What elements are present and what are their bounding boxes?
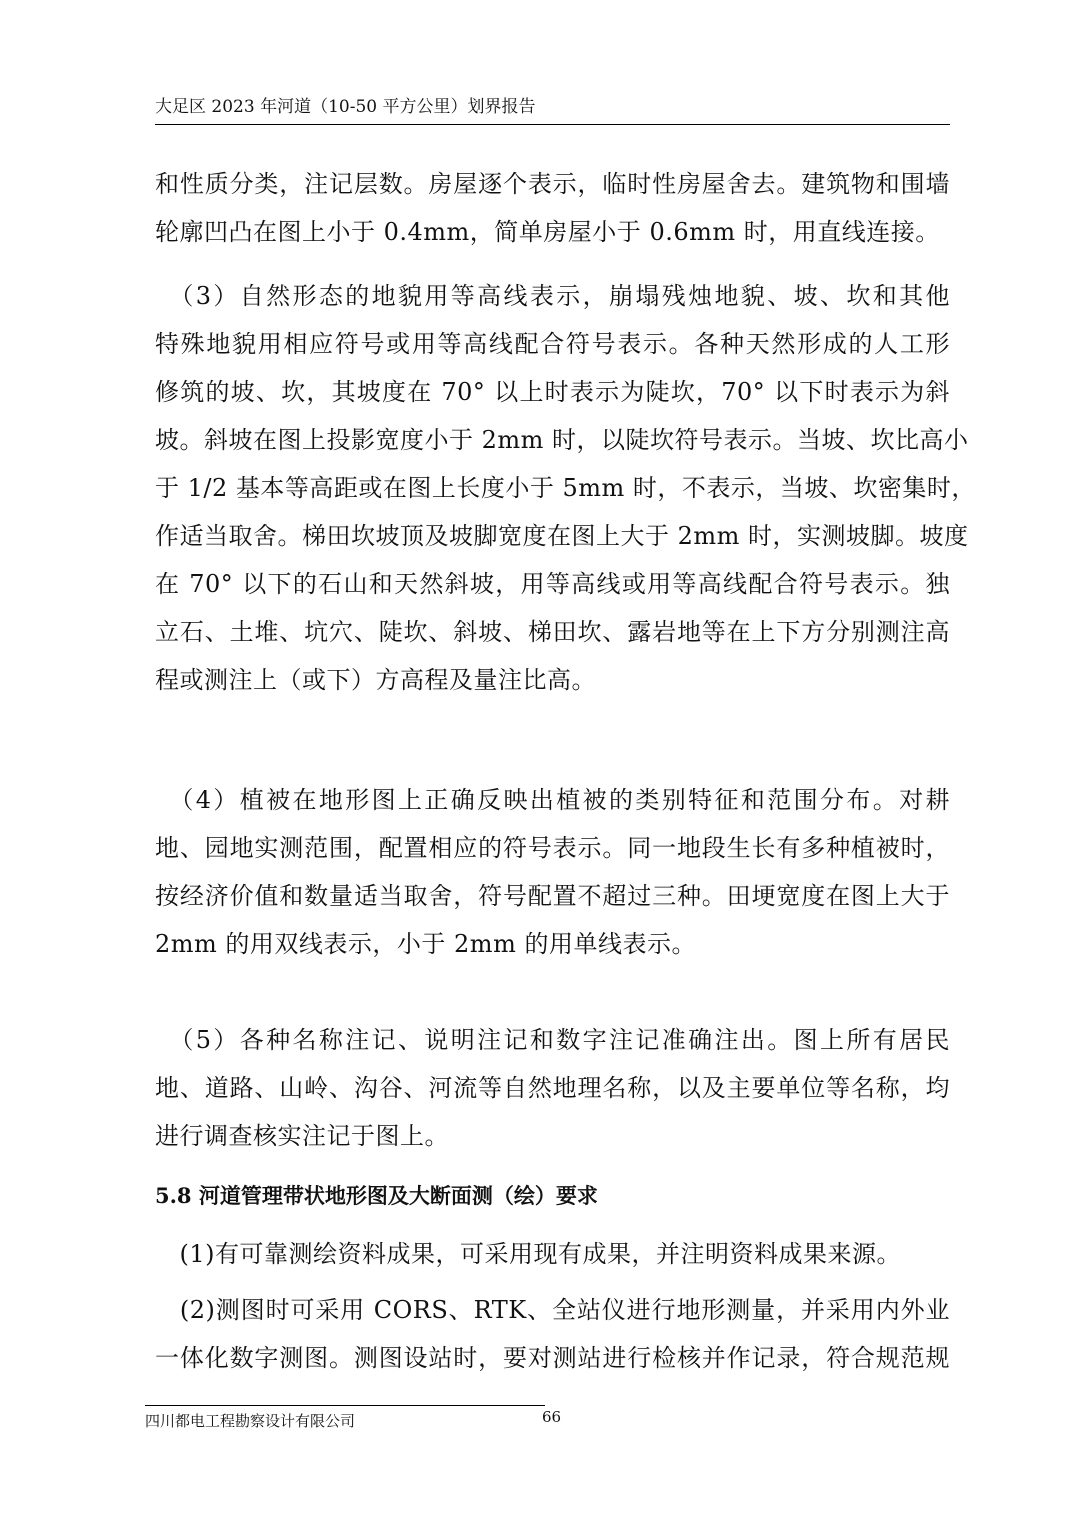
text-line: 进行调查核实注记于图上。 <box>155 1122 449 1150</box>
text-line: (1)有可靠测绘资料成果，可采用现有成果，并注明资料成果来源。 <box>155 1240 901 1268</box>
text-line: 程或测注上（或下）方高程及量注比高。 <box>155 666 596 694</box>
text-line: 2mm 的用双线表示，小于 2mm 的用单线表示。 <box>155 930 696 958</box>
section-heading: 5.8 河道管理带状地形图及大断面测（绘）要求 <box>155 1183 598 1208</box>
text-line: 特殊地貌用相应符号或用等高线配合符号表示。各种天然形成的人工形 <box>155 330 950 358</box>
text-line: (2)测图时可采用 CORS、RTK、全站仪进行地形测量，并采用内外业 <box>155 1296 950 1324</box>
paragraph-landforms <box>155 272 976 704</box>
text-line: 修筑的坡、坎，其坡度在 70° 以上时表示为陡坎，70° 以下时表示为斜 <box>155 378 950 406</box>
text-line: 地、道路、山岭、沟谷、河流等自然地理名称，以及主要单位等名称，均 <box>155 1074 950 1102</box>
page-number: 66 <box>542 1408 562 1426</box>
running-header: 大足区 2023 年河道（10-50 平方公里）划界报告 <box>155 97 536 117</box>
text-line: 按经济价值和数量适当取舍，符号配置不超过三种。田埂宽度在图上大于 <box>155 882 950 910</box>
text-line: 在 70° 以下的石山和天然斜坡，用等高线或用等高线配合符号表示。独 <box>155 570 950 598</box>
text-line: 一体化数字测图。测图设站时，要对测站进行检核并作记录，符合规范规 <box>155 1344 950 1372</box>
text-line: 作适当取舍。梯田坎坡顶及坡脚宽度在图上大于 2mm 时，实测坡脚。坡度 <box>155 522 969 550</box>
text-line: （3）自然形态的地貌用等高线表示，崩塌残烛地貌、坡、坎和其他 <box>155 282 950 310</box>
footer-divider <box>145 1405 545 1406</box>
paragraph-annotations <box>155 1016 950 1160</box>
paragraph-building-outline <box>155 160 950 256</box>
paragraph-existing-results <box>155 1230 950 1278</box>
paragraph-vegetation <box>155 776 950 968</box>
text-line: 坡。斜坡在图上投影宽度小于 2mm 时，以陡坎符号表示。当坡、坎比高小 <box>155 426 969 454</box>
text-line: 立石、土堆、坑穴、陡坎、斜坡、梯田坎、露岩地等在上下方分别测注高 <box>155 618 950 646</box>
paragraph-survey-methods <box>155 1286 950 1382</box>
text-line: 地、园地实测范围，配置相应的符号表示。同一地段生长有多种植被时， <box>155 834 950 862</box>
text-line: 于 1/2 基本等高距或在图上长度小于 5mm 时，不表示，当坡、坎密集时， <box>155 474 976 502</box>
text-line: 和性质分类，注记层数。房屋逐个表示，临时性房屋舍去。建筑物和围墙 <box>155 170 950 198</box>
header-divider <box>155 124 950 125</box>
text-line: （4）植被在地形图上正确反映出植被的类别特征和范围分布。对耕 <box>155 786 950 814</box>
text-line: 轮廓凹凸在图上小于 0.4mm，简单房屋小于 0.6mm 时，用直线连接。 <box>155 218 940 246</box>
footer-company: 四川都电工程勘察设计有限公司 <box>145 1412 356 1430</box>
text-line: （5）各种名称注记、说明注记和数字注记准确注出。图上所有居民 <box>155 1026 950 1054</box>
